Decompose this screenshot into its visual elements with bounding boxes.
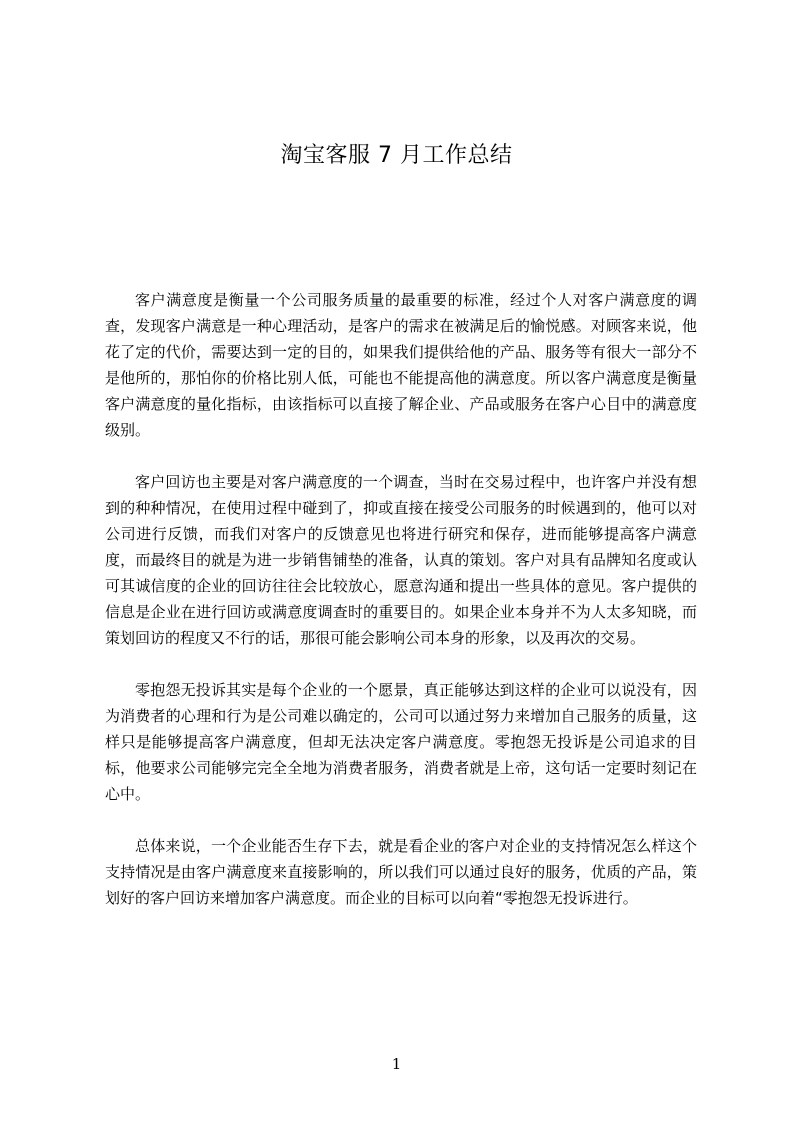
paragraph-customer-visit: 客户回访也主要是对客户满意度的一个调查，当时在交易过程中，也许客户并没有想到的种种情况，在使用过程中碰到了，抑或直接在接受公司服务的时候遇到的，他可以对公司进行反馈，而我们对客户的反馈意见也将进行研究和保存，进而能够提高客户满意度，而最终目的就是为进一步销售铺垫的准备，认真的策划。客户对具有品牌知名度或认可其诚信度的企业的回访往往会比较放心，愿意沟通和提出一些具体的意见。客户提供的信息是企业在进行回访或满意度调查时的重要目的。如果企业本身并不为人太多知晓，而策划回访的程度又不行的话，那很可能会影响公司本身的形象，以及再次的交易。	[105, 473, 697, 647]
document-title: 淘宝客服 7 月工作总结	[280, 143, 513, 168]
paragraph-summary: 总体来说，一个企业能否生存下去，就是看企业的客户对企业的支持情况怎么样这个支持情况是由客户满意度来直接影响的，所以我们可以通过良好的服务，优质的产品，策划好的客户回访来增加客户满意度。而企业的目标可以向着“零抱怨无投诉进行。	[105, 837, 697, 907]
page-number: 1	[391, 1055, 402, 1073]
paragraph-satisfaction: 客户满意度是衡量一个公司服务质量的最重要的标准，经过个人对客户满意度的调查，发现客户满意是一种心理活动，是客户的需求在被满足后的愉悦感。对顾客来说，他花了定的代价，需要达到一定的目的，如果我们提供给他的产品、服务等有很大一部分不是他所的，那怕你的价格比别人低，可能也不能提高他的满意度。所以客户满意度是衡量客户满意度的量化指标，由该指标可以直接了解企业、产品或服务在客户心目中的满意度级别。	[105, 291, 697, 439]
paragraph-zero-complaint: 零抱怨无投诉其实是每个企业的一个愿景，真正能够达到这样的企业可以说没有，因为消费者的心理和行为是公司难以确定的，公司可以通过努力来增加自己服务的质量，这样只是能够提高客户满意度，但却无法决定客户满意度。零抱怨无投诉是公司追求的目标，他要求公司能够完完全全地为消费者服务，消费者就是上帝，这句话一定要时刻记在心中。	[105, 681, 697, 803]
document-body	[105, 287, 697, 937]
